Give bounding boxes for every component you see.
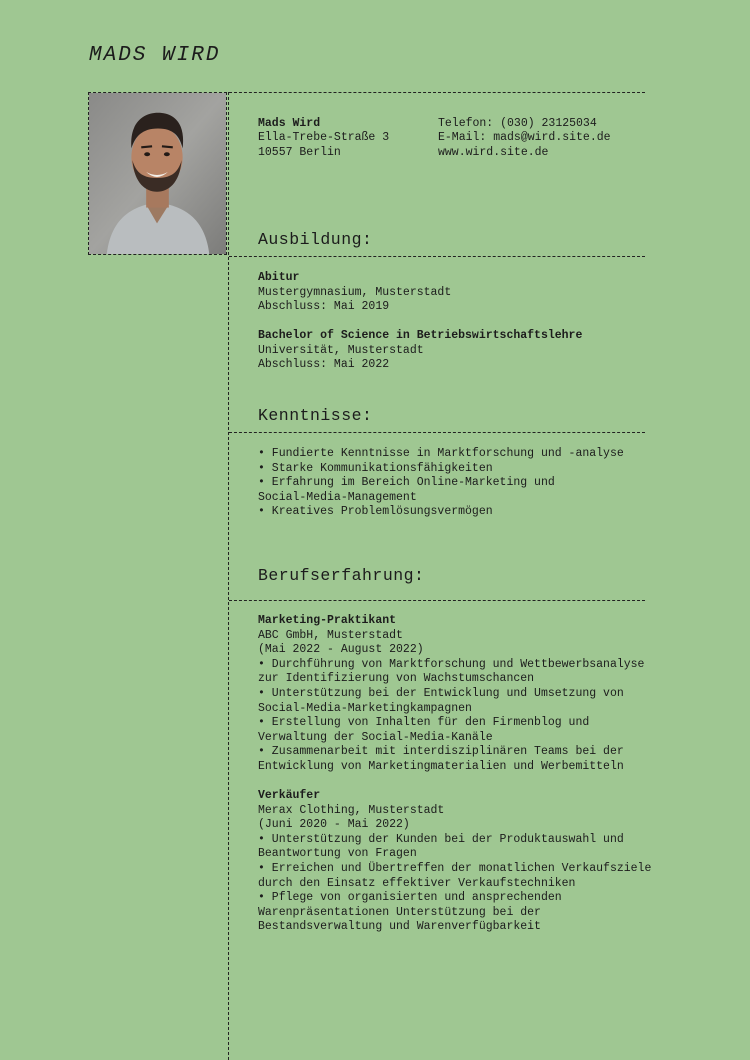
education-section — [258, 271, 582, 373]
contact-street: Ella-Trebe-Straße 3 — [258, 131, 390, 144]
skills-line: • Erfahrung im Bereich Online-Marketing und — [258, 476, 555, 490]
top-divider — [229, 92, 645, 93]
contact-phone: Telefon: (030) 23125034 — [438, 117, 597, 130]
job-line: Social-Media-Marketingkampagnen — [258, 701, 472, 715]
education-graduation: Abschluss: Mai 2019 — [258, 300, 390, 314]
skills-heading: Kenntnisse: — [258, 406, 373, 425]
job-line: zur Identifizierung von Wachstumschancen — [258, 672, 535, 686]
vertical-divider — [228, 92, 229, 1060]
contact-name: Mads Wird — [258, 117, 321, 130]
job-line: • Pflege von organisierten und ansprechenden — [258, 891, 562, 905]
education-school: Universität, Musterstadt — [258, 343, 424, 357]
job-line: Bestandsverwaltung und Warenverfügbarkeit — [258, 920, 541, 934]
education-graduation: Abschluss: Mai 2022 — [258, 358, 390, 372]
skills-line: • Fundierte Kenntnisse in Marktforschung und -analyse — [258, 447, 624, 460]
education-heading: Ausbildung: — [258, 230, 373, 249]
skills-section — [258, 447, 624, 520]
skills-line: Social-Media-Management — [258, 490, 417, 504]
job-line: durch den Einsatz effektiver Verkaufstechniken — [258, 876, 576, 890]
job-period: (Mai 2022 - August 2022) — [258, 643, 424, 657]
education-degree: Bachelor of Science in Betriebswirtschaftslehre — [258, 329, 583, 343]
job-line: • Zusammenarbeit mit interdisziplinären Teams bei der — [258, 745, 624, 759]
job-company: Merax Clothing, Musterstadt — [258, 803, 445, 817]
job-line: Beantwortung von Fragen — [258, 847, 417, 861]
experience-divider — [229, 600, 645, 601]
job-line: • Durchführung von Marktforschung und Wettbewerbsanalyse — [258, 657, 645, 671]
experience-section — [258, 614, 651, 935]
education-divider — [229, 256, 645, 257]
job-title: Verkäufer — [258, 789, 321, 803]
skills-divider — [229, 432, 645, 433]
job-period: (Juni 2020 - Mai 2022) — [258, 818, 410, 832]
job-line: Entwicklung von Marketingmaterialien und Werbemitteln — [258, 759, 624, 773]
education-school: Mustergymnasium, Musterstadt — [258, 285, 452, 299]
education-degree: Abitur — [258, 271, 300, 284]
job-line: • Unterstützung der Kunden bei der Produktauswahl und — [258, 832, 624, 846]
job-line: • Erreichen und Übertreffen der monatlichen Verkaufsziele — [258, 862, 652, 875]
job-line: • Unterstützung bei der Entwicklung und Umsetzung von — [258, 686, 624, 700]
skills-line: • Kreatives Problemlösungsvermögen — [258, 505, 493, 519]
experience-heading: Berufserfahrung: — [258, 566, 425, 585]
profile-photo — [88, 92, 227, 255]
contact-website: www.wird.site.de — [438, 146, 549, 159]
job-title: Marketing-Praktikant — [258, 614, 397, 627]
contact-email: E-Mail: mads@wird.site.de — [438, 131, 611, 144]
job-line: • Erstellung von Inhalten für den Firmenblog und — [258, 716, 590, 730]
job-company: ABC GmbH, Musterstadt — [258, 628, 403, 642]
contact-city: 10557 Berlin — [258, 146, 341, 159]
page-title: MADS WIRD — [89, 44, 221, 67]
job-line: Verwaltung der Social-Media-Kanäle — [258, 730, 493, 744]
job-line: Warenpräsentationen Unterstützung bei der — [258, 905, 541, 919]
skills-line: • Starke Kommunikationsfähigkeiten — [258, 461, 493, 475]
